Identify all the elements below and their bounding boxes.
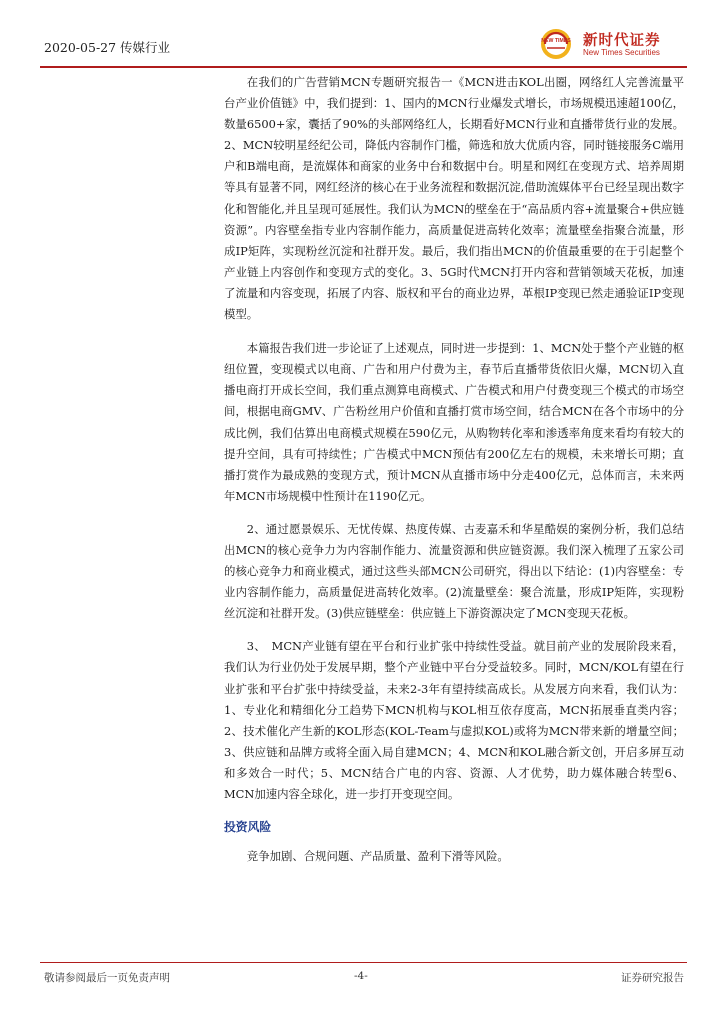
paragraph-1: 在我们的广告营销MCN专题研究报告一《MCN进击KOL出圈，网络红人完善流量平台产业价值链》中，我们提到：1、国内的MCN行业爆发式增长，市场规模迅速超100亿，数量6500+家，囊括了90%的头部网络红人，长期看好MCN行业和直播带货行业的发展。2、MCN较明星经纪公司，降低内容制作门槛，筛选和放大优质内容，同时链接服务C端用户和B端电商，是流媒体和商家的业务中台和数据中台。明星和网红在变现方式、培养周期等具有显著不同，网红经济的核心在于业务流程和数据沉淀,借助流媒体平台已经呈现出数字化和智能化,并且呈现可延展性。我们认为MCN的壁垒在于“高品质内容+流量聚合+供应链资源”。内容壁垒指专业内容制作能力，高质量促进高转化效率；流量壁垒指聚合流量，形成IP矩阵，实现粉丝沉淀和社群开发。最后，我们指出MCN的价值最重要的在于引起整个产业链上内容创作和变现方式的变化。3、5G时代MCN打开内容和营销领域天花板，加速了流量和内容变现，拓展了内容、版权和平台的商业边界，革根IP变现已然走通验证IP变现模型。: [224, 75, 684, 322]
risk-text: 竞争加剧、合规问题、产品质量、盈利下滑等风险。: [246, 849, 509, 864]
report-body: [224, 72, 684, 879]
footer-divider: [40, 962, 687, 963]
paragraph-2: 本篇报告我们进一步论证了上述观点，同时进一步提到：1、MCN处于整个产业链的枢纽位置，变现模式以电商、广告和用户付费为主，春节后直播带货依旧火爆，MCN切入直播电商打开成长空间，我们重点测算电商模式、广告模式和用户付费变现三个模式的市场空间，根据电商GMV、广告粉丝用户价值和直播打赏市场空间，结合MCN在各个市场中的分成比例，我们估算出电商模式规模在590亿元，从购物转化率和渗透率角度来看均有较大的提升空间，具有可持续性；广告模式中MCN预估有200亿左右的规模，未来增长可期；直播打赏作为最成熟的变现方式，预计MCN从直播市场中分走400亿元，总体而言，未来两年MCN市场规模中性预计在1190亿元。: [224, 341, 684, 503]
header-date-industry: 2020-05-27 传媒行业: [44, 40, 171, 55]
logo-name-en: New Times Securities: [583, 48, 660, 57]
page-footer: [44, 970, 684, 988]
header-divider: [40, 66, 687, 68]
footer-disclaimer: 敬请参阅最后一页免责声明: [44, 972, 170, 984]
logo-mark-text: NEW TIMES: [541, 38, 571, 44]
page-header: [44, 26, 687, 66]
new-times-logo-icon: [539, 27, 573, 61]
risk-heading: 投资风险: [224, 820, 272, 835]
footer-report-type: 证券研究报告: [621, 972, 684, 984]
page-number: -4-: [354, 970, 368, 982]
company-logo: [539, 26, 687, 62]
logo-name-cn: 新时代证券: [583, 33, 661, 49]
paragraph-4: 3、 MCN产业链有望在平台和行业扩张中持续性受益。就目前产业的发展阶段来看，我们认为行业仍处于发展早期，整个产业链中平台分受益较多。同时，MCN/KOL有望在行业扩张和平台扩张中持续受益，未来2-3年有望持续高成长。从发展方向来看，我们认为：1、专业化和精细化分工趋势下MCN机构与KOL相互依存度高，MCN拓展垂直类内容；2、技术催化产生新的KOL形态(KOL-Team与虚拟KOL)或将为MCN带来新的增量空间；3、供应链和品牌方或将全面入局自建MCN；4、MCN和KOL融合新文创，开启多屏互动和多效合一时代；5、MCN结合广电的内容、资源、人才优势，助力媒体融合转型6、MCN加速内容全球化，进一步打开变现空间。: [224, 639, 684, 801]
paragraph-3: 2、通过愿景娱乐、无忧传媒、热度传媒、古麦嘉禾和华星酷娱的案例分析，我们总结出MCN的核心竞争力为内容制作能力、流量资源和供应链资源。我们深入梳理了五家公司的核心竞争力和商业模式，通过这些头部MCN公司研究，得出以下结论：(1)内容壁垒：专业内容制作能力，高质量促进高转化效率。(2)流量壁垒：聚合流量，形成IP矩阵，实现粉丝沉淀和社群开发。(3)供应链壁垒：供应链上下游资源决定了MCN变现天花板。: [224, 521, 684, 621]
